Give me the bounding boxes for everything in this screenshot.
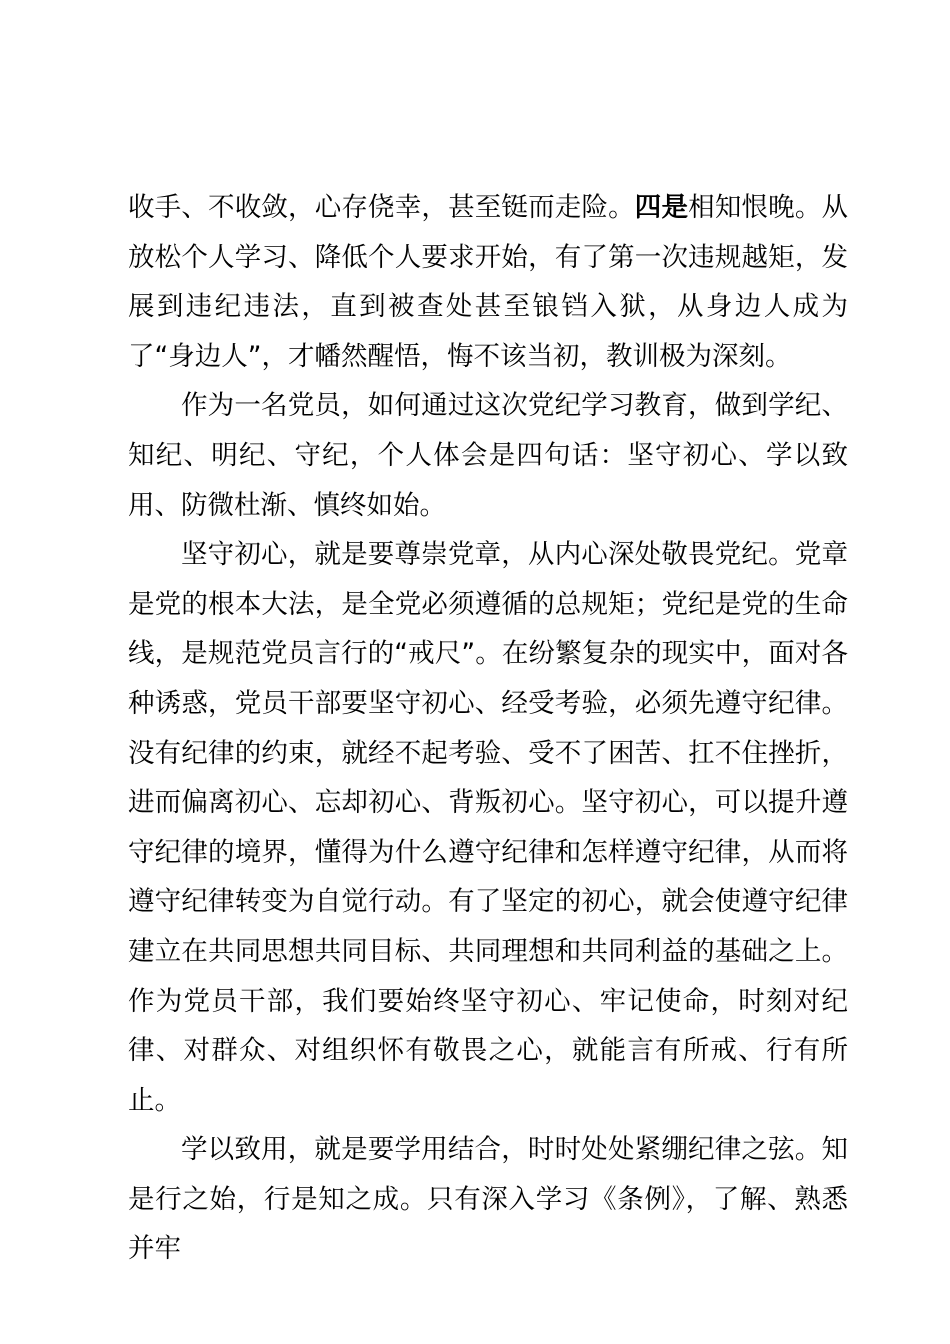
paragraph-1-text-after: 相知恨晚。从放松个人学习、降低个人要求开始，有了第一次违规越矩，发展到违纪违法，直到被查处甚至锒铛入狱，从身边人成为了“身边人”，才幡然醒悟，悔不该当初，教训极为深刻。 [128, 192, 849, 372]
paragraph-2: 作为一名党员，如何通过这次党纪学习教育，做到学纪、知纪、明纪、守纪，个人体会是四句话：坚守初心、学以致用、防微杜渐、慎终如始。 [128, 390, 848, 521]
paragraph-1-bold-lead: 四是 [634, 192, 689, 223]
document-page [128, 183, 848, 1274]
paragraph-4: 学以致用，就是要学用结合，时时处处紧绷纪律之弦。知是行之始，行是知之成。只有深入学习《条例》，了解、熟悉并牢 [128, 1134, 848, 1265]
paragraph-1 [128, 183, 848, 381]
paragraph-1-text-before: 收手、不收敛，心存侥幸，甚至铤而走险。 [128, 192, 635, 223]
paragraph-3: 坚守初心，就是要尊崇党章，从内心深处敬畏党纪。党章是党的根本大法，是全党必须遵循的总规矩；党纪是党的生命线，是规范党员言行的“戒尺”。在纷繁复杂的现实中，面对各种诱惑，党员干部要坚守初心、经受考验，必须先遵守纪律。没有纪律的约束，就经不起考验、受不了困苦、扛不住挫折，进而偏离初心、忘却初心、背叛初心。坚守初心，可以提升遵守纪律的境界，懂得为什么遵守纪律和怎样遵守纪律，从而将遵守纪律转变为自觉行动。有了坚定的初心，就会使遵守纪律建立在共同思想共同目标、共同理想和共同利益的基础之上。作为党员干部，我们要始终坚守初心、牢记使命，时刻对纪律、对群众、对组织怀有敬畏之心，就能言有所戒、行有所止。 [128, 539, 848, 1116]
